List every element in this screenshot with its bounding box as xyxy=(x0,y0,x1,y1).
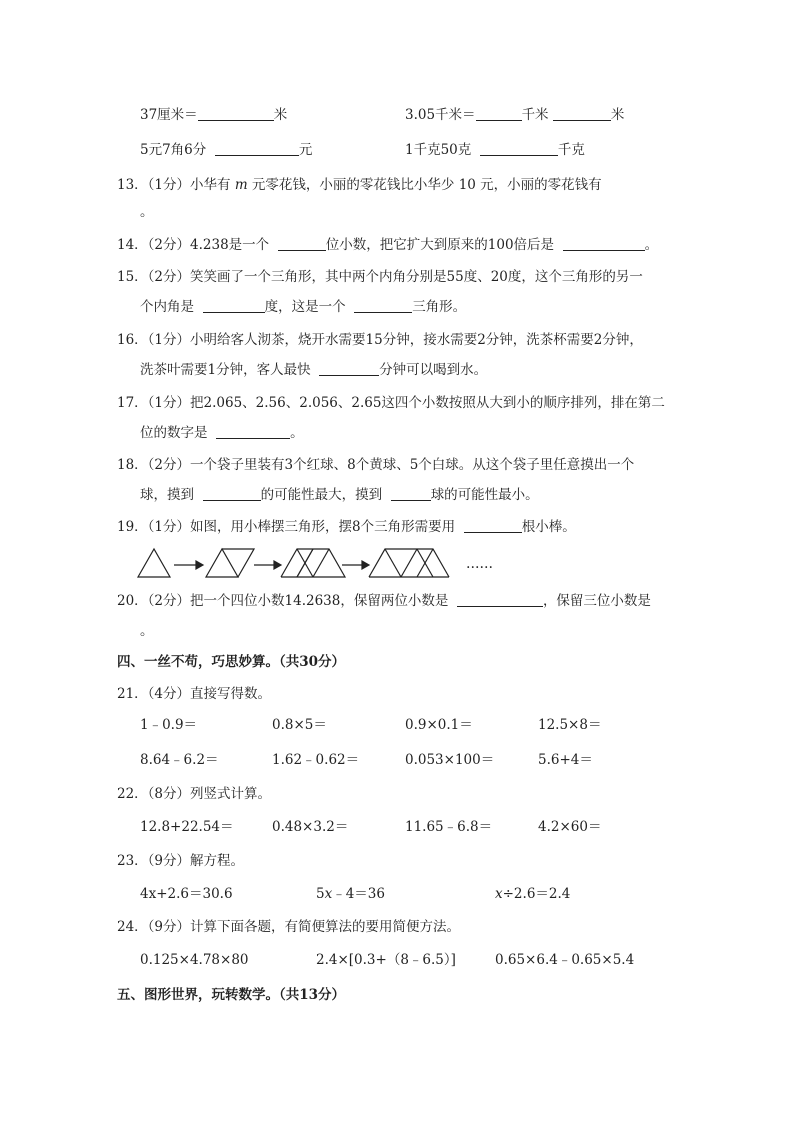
q23-equation-2 xyxy=(316,885,385,903)
question-16-line1: 16．（1分）小明给客人沏茶，烧开水需要15分钟，接水需要2分钟，洗茶杯需要2分钟， xyxy=(117,332,643,348)
conversion-unit: 米 xyxy=(610,107,625,123)
equation-text: ﹣4＝36 xyxy=(332,886,385,902)
question-text: 三角形。 xyxy=(412,299,467,315)
q24-expression: 0.65×6.4﹣0.65×5.4 xyxy=(495,952,635,968)
conversion-text: 5元7角6分 xyxy=(140,142,207,158)
conversion-37cm xyxy=(140,106,287,124)
question-text: 分钟可以喝到水。 xyxy=(379,362,488,378)
question-text: 20．（2分）把一个四位小数14.2638，保留两位小数是 xyxy=(117,593,449,609)
conversion-unit: 千克 xyxy=(557,142,585,158)
q21-item: 5.6+4＝ xyxy=(538,752,593,768)
q23-equation-3 xyxy=(495,885,570,903)
answer-blank[interactable] xyxy=(553,106,611,121)
question-text: 位的数字是 xyxy=(140,425,208,441)
conversion-text: 3.05千米＝ xyxy=(405,107,476,123)
answer-blank[interactable] xyxy=(215,141,299,156)
question-text: 球，摸到 xyxy=(140,487,194,503)
question-13-line1 xyxy=(117,176,602,194)
q21-item: 1﹣0.9＝ xyxy=(140,717,198,733)
variable: x xyxy=(324,886,333,902)
q22-item: 12.8+22.54＝ xyxy=(140,819,234,835)
question-20-line1 xyxy=(117,592,651,610)
answer-blank[interactable] xyxy=(563,236,645,251)
answer-blank[interactable] xyxy=(319,361,379,376)
question-19 xyxy=(117,518,576,536)
q24-expression: 2.4×[0.3+（8﹣6.5）] xyxy=(316,952,456,968)
arrow-icon xyxy=(254,561,281,569)
question-18-line1: 18．（2分）一个袋子里装有3个红球、8个黄球、5个白球。从这个袋子里任意摸出一个 xyxy=(117,457,635,473)
question-20-line2: 。 xyxy=(140,623,154,639)
question-18-line2 xyxy=(140,486,539,504)
figure-ellipsis: …… xyxy=(466,556,493,572)
question-text: 。 xyxy=(644,237,659,253)
q21-item: 8.64﹣6.2＝ xyxy=(140,752,219,768)
q22-item: 11.65﹣6.8＝ xyxy=(405,819,493,835)
question-14 xyxy=(117,236,658,254)
conversion-unit: 千米 xyxy=(521,107,549,123)
question-text: 个内角是 xyxy=(140,299,194,315)
answer-blank[interactable] xyxy=(476,106,522,121)
triangles-4 xyxy=(369,549,449,577)
question-text: 洗茶叶需要1分钟，客人最快 xyxy=(140,362,311,378)
question-text: 。 xyxy=(290,425,304,441)
q24-expression: 0.125×4.78×80 xyxy=(140,952,249,968)
answer-blank[interactable] xyxy=(457,592,543,607)
question-16-line2 xyxy=(140,361,487,379)
section-5-heading: 五、图形世界，玩转数学。（共13分） xyxy=(117,987,346,1003)
question-text: 的可能性最大，摸到 xyxy=(260,487,383,503)
q21-item: 0.053×100＝ xyxy=(405,752,495,768)
question-text: 19．（1分）如图，用小棒摆三角形，摆8个三角形需要用 xyxy=(117,519,456,535)
question-text: 球的可能性最小。 xyxy=(430,487,539,503)
answer-blank[interactable] xyxy=(198,106,274,121)
answer-blank[interactable] xyxy=(391,486,431,501)
question-22-title: 22．（8分）列竖式计算。 xyxy=(117,786,272,802)
question-text: 14．（2分）4.238是一个 xyxy=(117,237,270,253)
question-text: 位小数，把它扩大到原来的100倍后是 xyxy=(325,237,555,253)
question-17-line1: 17．（1分）把2.065、2.56、2.056、2.65这四个小数按照从大到小的顺序排列，排在第二 xyxy=(117,395,665,411)
equation-text: 5 xyxy=(316,886,325,902)
answer-blank[interactable] xyxy=(278,236,326,251)
question-13-line2: 。 xyxy=(140,204,154,220)
arrow-icon xyxy=(342,561,369,569)
q21-item: 0.8×5＝ xyxy=(272,717,327,733)
triangles-2 xyxy=(206,549,254,577)
answer-blank[interactable] xyxy=(480,141,558,156)
conversion-text: 1千克50克 xyxy=(405,142,472,158)
answer-blank[interactable] xyxy=(216,424,290,439)
triangle-sticks-figure xyxy=(132,545,512,581)
question-text: 13．（1分）小华有 xyxy=(117,177,235,193)
conversion-unit: 米 xyxy=(273,107,288,123)
conversion-1kg xyxy=(405,141,585,159)
question-text: 元零花钱，小丽的零花钱比小华少 10 元，小丽的零花钱有 xyxy=(247,177,602,193)
variable: x xyxy=(495,886,503,902)
q22-item: 4.2×60＝ xyxy=(538,819,602,835)
arrow-icon xyxy=(174,561,203,569)
conversion-305km xyxy=(405,106,624,124)
question-text: 度，这是一个 xyxy=(264,299,346,315)
conversion-5yuan xyxy=(140,141,312,159)
answer-blank[interactable] xyxy=(203,298,265,313)
question-15-line2 xyxy=(140,298,466,316)
q21-item: 1.62﹣0.62＝ xyxy=(272,752,360,768)
q21-item: 0.9×0.1＝ xyxy=(405,717,473,733)
section-4-heading: 四、一丝不苟，巧思妙算。（共30分） xyxy=(117,654,346,670)
answer-blank[interactable] xyxy=(464,518,522,533)
triangle-1 xyxy=(138,549,170,577)
triangles-3 xyxy=(281,549,345,577)
q21-item: 12.5×8＝ xyxy=(538,717,602,733)
answer-blank[interactable] xyxy=(354,298,412,313)
question-21-title: 21．（4分）直接写得数。 xyxy=(117,686,272,702)
conversion-text: 37厘米＝ xyxy=(140,107,198,123)
q22-item: 0.48×3.2＝ xyxy=(272,819,349,835)
question-17-line2 xyxy=(140,424,304,442)
variable: m xyxy=(234,177,248,193)
question-24-title: 24．（9分）计算下面各题，有简便算法的要用简便方法。 xyxy=(117,919,461,935)
question-text: ，保留三位小数是 xyxy=(542,593,651,609)
question-15-line1: 15．（2分）笑笑画了一个三角形，其中两个内角分别是55度、20度，这个三角形的另一 xyxy=(117,269,643,285)
answer-blank[interactable] xyxy=(203,486,261,501)
question-23-title: 23．（9分）解方程。 xyxy=(117,853,245,869)
question-text: 根小棒。 xyxy=(521,519,576,535)
q23-equation-1: 4x+2.6＝30.6 xyxy=(140,886,233,902)
conversion-unit: 元 xyxy=(298,142,313,158)
equation-text: ÷2.6＝2.4 xyxy=(502,886,571,902)
